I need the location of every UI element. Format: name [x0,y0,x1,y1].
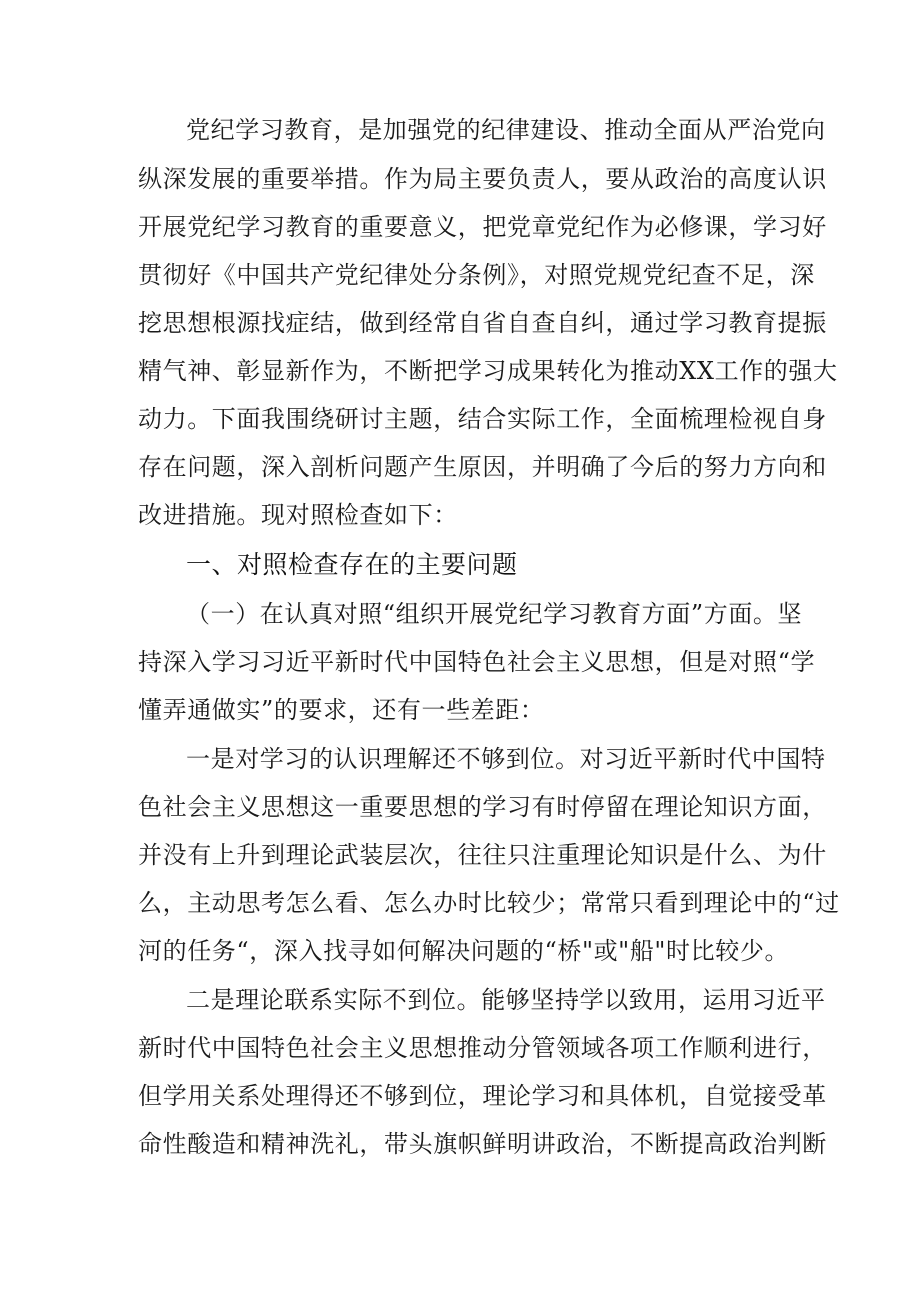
point2-line-1: 二是理论联系实际不到位。能够坚持学以致用，运用习近平 [186,986,826,1014]
intro-line-4: 贯彻好《中国共产党纪律处分条例》，对照党规党纪查不足，深 [138,261,815,289]
point2-line-2: 新时代中国特色社会主义思想推动分管领域各项工作顺利进行， [138,1034,827,1062]
sub1-line-1: （一）在认真对照“组织开展党纪学习教育方面”方面。坚 [186,600,803,628]
point2-line-3: 但学用关系处理得还不够到位，理论学习和具体机，自觉接受革 [138,1082,827,1110]
point1-line-3: 并没有上升到理论武装层次，往往只注重理论知识是什么、为什 [138,841,827,869]
sub1-line-2: 持深入学习习近平新时代中国特色社会主义思想，但是对照“学 [138,648,816,676]
intro-line-5: 挖思想根源找症结，做到经常自省自查自纠，通过学习教育提振 [138,309,827,337]
intro-line-8: 存在问题，深入剖析问题产生原因，并明确了今后的努力方向和 [138,453,827,481]
point2-line-4: 命性酸造和精神洗礼，带头旗帜鲜明讲政治，不断提高政治判断 [138,1130,827,1158]
intro-line-3: 开展党纪学习教育的重要意义，把党章党纪作为必修课，学习好 [138,213,827,241]
intro-line-6: 精气神、彰显新作为，不断把学习成果转化为推动XX工作的强大 [138,357,838,385]
intro-line-9: 改进措施。现对照检查如下： [138,501,458,529]
point1-line-2: 色社会主义思想这一重要思想的学习有时停留在理论知识方面， [138,793,827,821]
point1-line-4: 么，主动思考怎么看、怎么办时比较少；常常只看到理论中的“过 [138,889,840,917]
section-heading: 一、对照检查存在的主要问题 [186,550,518,579]
intro-line-1: 党纪学习教育，是加强党的纪律建设、推动全面从严治党向 [186,116,826,144]
point1-line-1: 一是对学习的认识理解还不够到位。对习近平新时代中国特 [186,745,826,773]
intro-line-7: 动力。下面我围绕研讨主题，结合实际工作，全面梳理检视自身 [138,405,827,433]
point1-line-5: 河的任务“，深入找寻如何解决问题的“桥"或"船"时比较少。 [138,937,790,965]
intro-line-2: 纵深发展的重要举措。作为局主要负责人，要从政治的高度认识 [138,165,827,193]
sub1-line-3: 懂弄通做实”的要求，还有一些差距： [138,696,545,724]
